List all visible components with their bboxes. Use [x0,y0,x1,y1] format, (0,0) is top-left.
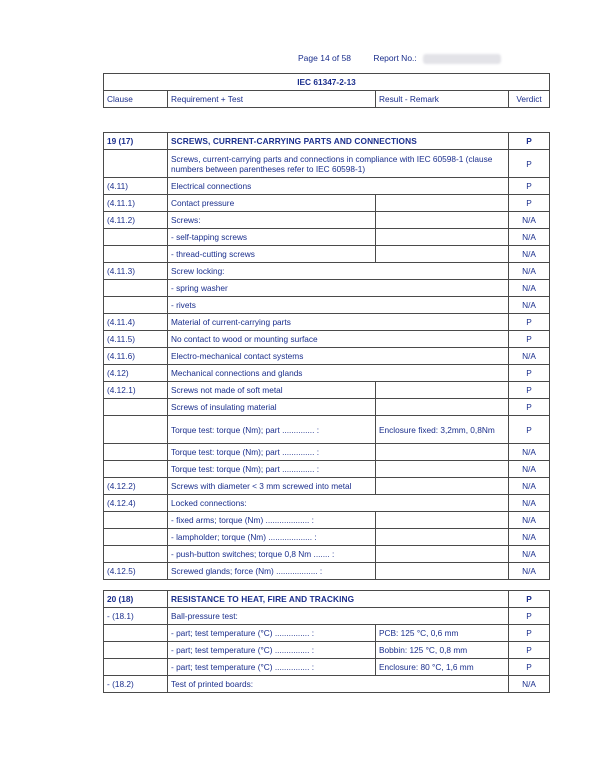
requirement-text: Contact pressure [171,198,235,208]
requirement-text: Screw locking: [171,266,225,276]
page-header [298,53,501,64]
requirement-text: - spring washer [171,283,228,293]
requirement-cell [168,478,376,495]
col-result: Result - Remark [376,91,509,108]
result-cell [376,246,509,263]
requirement-cell [168,263,509,280]
result-cell [376,212,509,229]
leader-dots: .............. : [279,447,320,457]
requirement-cell [168,297,509,314]
leader-dots: ............... : [272,645,315,655]
table-row [104,444,550,461]
requirement-text: No contact to wood or mounting surface [171,334,318,344]
requirement-cell [168,348,509,365]
verdict-cell: N/A [509,263,550,280]
result-cell [376,478,509,495]
clause-cell [104,399,168,416]
table-row [104,212,550,229]
requirement-text: - part; test temperature (°C) [171,628,273,638]
requirement-cell [168,365,509,382]
requirement-cell [168,512,376,529]
verdict-cell: P [509,399,550,416]
table-row [104,642,550,659]
requirement-text: - part; test temperature (°C) [171,645,273,655]
clause-cell [104,512,168,529]
clause-cell [104,229,168,246]
report-number-label: Report No.: [373,53,417,63]
requirement-text: Test of printed boards: [171,679,254,689]
leader-dots: .................. : [273,566,323,576]
clause-cell: (4.12) [104,365,168,382]
verdict-cell: N/A [509,246,550,263]
verdict-cell: N/A [509,676,550,693]
col-requirement: Requirement + Test [168,91,376,108]
clause-cell: (4.12.5) [104,563,168,580]
clause-cell [104,150,168,178]
table-row [104,608,550,625]
requirement-cell [168,150,509,178]
col-verdict: Verdict [509,91,550,108]
requirement-text: - push-button switches; torque 0,8 Nm [171,549,312,559]
requirement-text: Screws, current-carrying parts and connections in compliance with IEC 60598-1 (clause numbers between parentheses refer to IEC 60598-1) [171,153,493,174]
requirement-text: Screwed glands; force (Nm) [171,566,274,576]
table-row [104,348,550,365]
requirement-cell [168,563,376,580]
requirement-cell [168,331,509,348]
requirement-text: Ball-pressure test: [171,611,238,621]
verdict-cell: P [509,642,550,659]
requirement-cell [168,399,376,416]
requirement-text: Screws with diameter < 3 mm screwed into metal [171,481,352,491]
table-row [104,263,550,280]
clause-cell [104,625,168,642]
verdict-cell: N/A [509,546,550,563]
table-row [104,416,550,444]
clause-cell: (4.11) [104,178,168,195]
clause-cell [104,444,168,461]
clause-cell [104,416,168,444]
verdict-cell: N/A [509,280,550,297]
leader-dots: ................... : [263,515,314,525]
clause-cell: (4.12.4) [104,495,168,512]
verdict-cell: N/A [509,444,550,461]
result-cell: Bobbin: 125 °C, 0,8 mm [376,642,509,659]
requirement-cell [168,676,509,693]
result-cell [376,444,509,461]
requirement-cell [168,444,376,461]
table-row [104,529,550,546]
requirement-text: Mechanical connections and glands [171,368,303,378]
clause-cell: - (18.2) [104,676,168,693]
result-cell [376,195,509,212]
requirement-cell [168,495,509,512]
verdict-cell: P [509,331,550,348]
requirement-cell [168,529,376,546]
table-row [104,246,550,263]
requirement-cell [168,416,376,444]
standard-title: IEC 61347-2-13 [104,74,550,91]
table-row [104,150,550,178]
verdict-cell: P [509,195,550,212]
leader-dots: ............... : [272,628,315,638]
verdict-cell: P [509,150,550,178]
requirement-cell [168,195,376,212]
table-row [104,676,550,693]
requirement-text: Locked connections: [171,498,247,508]
redacted-report-number [423,54,501,64]
requirement-text: Screws: [171,215,201,225]
requirement-cell [168,382,376,399]
table-row [104,399,550,416]
verdict-cell: N/A [509,461,550,478]
verdict-cell: P [509,382,550,399]
clause-cell: (4.12.1) [104,382,168,399]
clause-cell: (4.11.2) [104,212,168,229]
requirement-text: Torque test: torque (Nm); part [171,424,280,435]
result-cell: Enclosure: 80 °C, 1,6 mm [376,659,509,676]
verdict-cell: P [509,178,550,195]
verdict-cell: N/A [509,563,550,580]
clause-cell: (4.11.6) [104,348,168,365]
requirement-text: - thread-cutting screws [171,249,255,259]
verdict-cell: N/A [509,512,550,529]
table-row [104,297,550,314]
section-title: RESISTANCE TO HEAT, FIRE AND TRACKING [168,591,509,608]
table-row [104,178,550,195]
result-cell [376,529,509,546]
clause-cell: (4.11.4) [104,314,168,331]
clause-cell [104,546,168,563]
requirement-text: - fixed arms; torque (Nm) [171,515,264,525]
clause-cell: (4.12.2) [104,478,168,495]
table-row [104,280,550,297]
table-row [104,495,550,512]
section-19-table [103,132,550,580]
requirement-cell [168,546,376,563]
section-verdict: P [509,591,550,608]
clause-cell: (4.11.5) [104,331,168,348]
table-row [104,382,550,399]
requirement-text: Electrical connections [171,181,252,191]
clause-cell [104,246,168,263]
leader-dots: ............... : [272,662,315,672]
requirement-cell [168,178,509,195]
result-cell [376,512,509,529]
result-cell [376,229,509,246]
table-row [104,365,550,382]
verdict-cell: P [509,416,550,444]
clause-cell [104,461,168,478]
requirement-cell [168,314,509,331]
result-cell [376,461,509,478]
requirement-text: - part; test temperature (°C) [171,662,273,672]
leader-dots: .............. : [279,424,320,435]
clause-cell [104,529,168,546]
result-cell: Enclosure fixed: 3,2mm, 0,8Nm [376,416,509,444]
requirement-cell [168,642,376,659]
table-row [104,331,550,348]
result-cell [376,563,509,580]
requirement-text: Screws not made of soft metal [171,385,283,395]
section-20-table [103,590,550,693]
requirement-text: Torque test: torque (Nm); part [171,464,280,474]
requirement-text: Torque test: torque (Nm); part [171,447,280,457]
verdict-cell: N/A [509,348,550,365]
section-clause: 20 (18) [104,591,168,608]
section-clause: 19 (17) [104,133,168,150]
clause-cell [104,659,168,676]
table-row [104,659,550,676]
col-clause: Clause [104,91,168,108]
clause-cell: - (18.1) [104,608,168,625]
table-row [104,625,550,642]
verdict-cell: N/A [509,212,550,229]
result-cell [376,399,509,416]
leader-dots: ....... : [311,549,335,559]
result-cell: PCB: 125 °C, 0,6 mm [376,625,509,642]
clause-cell [104,280,168,297]
section-verdict: P [509,133,550,150]
table-row [104,195,550,212]
leader-dots: ................... : [266,532,317,542]
requirement-cell [168,246,376,263]
table-row [104,314,550,331]
requirement-cell [168,659,376,676]
requirement-text: - self-tapping screws [171,232,248,242]
verdict-cell: N/A [509,495,550,512]
section-title: SCREWS, CURRENT-CARRYING PARTS AND CONNECTIONS [168,133,509,150]
table-row [104,563,550,580]
verdict-cell: N/A [509,529,550,546]
table-row [104,229,550,246]
requirement-cell [168,229,376,246]
clause-cell: (4.11.1) [104,195,168,212]
requirement-text: - lampholder; torque (Nm) [171,532,266,542]
verdict-cell: N/A [509,297,550,314]
verdict-cell: N/A [509,478,550,495]
clause-cell: (4.11.3) [104,263,168,280]
table-row [104,461,550,478]
table-row [104,546,550,563]
requirement-text: - rivets [171,300,196,310]
requirement-cell [168,625,376,642]
page-number: Page 14 of 58 [298,53,351,63]
requirement-cell [168,608,509,625]
verdict-cell: P [509,625,550,642]
result-cell [376,382,509,399]
verdict-cell: N/A [509,229,550,246]
requirement-text: Electro-mechanical contact systems [171,351,304,361]
requirement-text: Screws of insulating material [171,402,277,412]
requirement-cell [168,280,509,297]
requirement-text: Material of current-carrying parts [171,317,291,327]
requirement-cell [168,212,376,229]
verdict-cell: P [509,659,550,676]
table-row [104,478,550,495]
table-row [104,512,550,529]
requirement-cell [168,461,376,478]
verdict-cell: P [509,314,550,331]
clause-cell [104,642,168,659]
verdict-cell: P [509,365,550,382]
standard-header-table [103,73,550,108]
verdict-cell: P [509,608,550,625]
result-cell [376,546,509,563]
clause-cell [104,297,168,314]
leader-dots: .............. : [279,464,320,474]
